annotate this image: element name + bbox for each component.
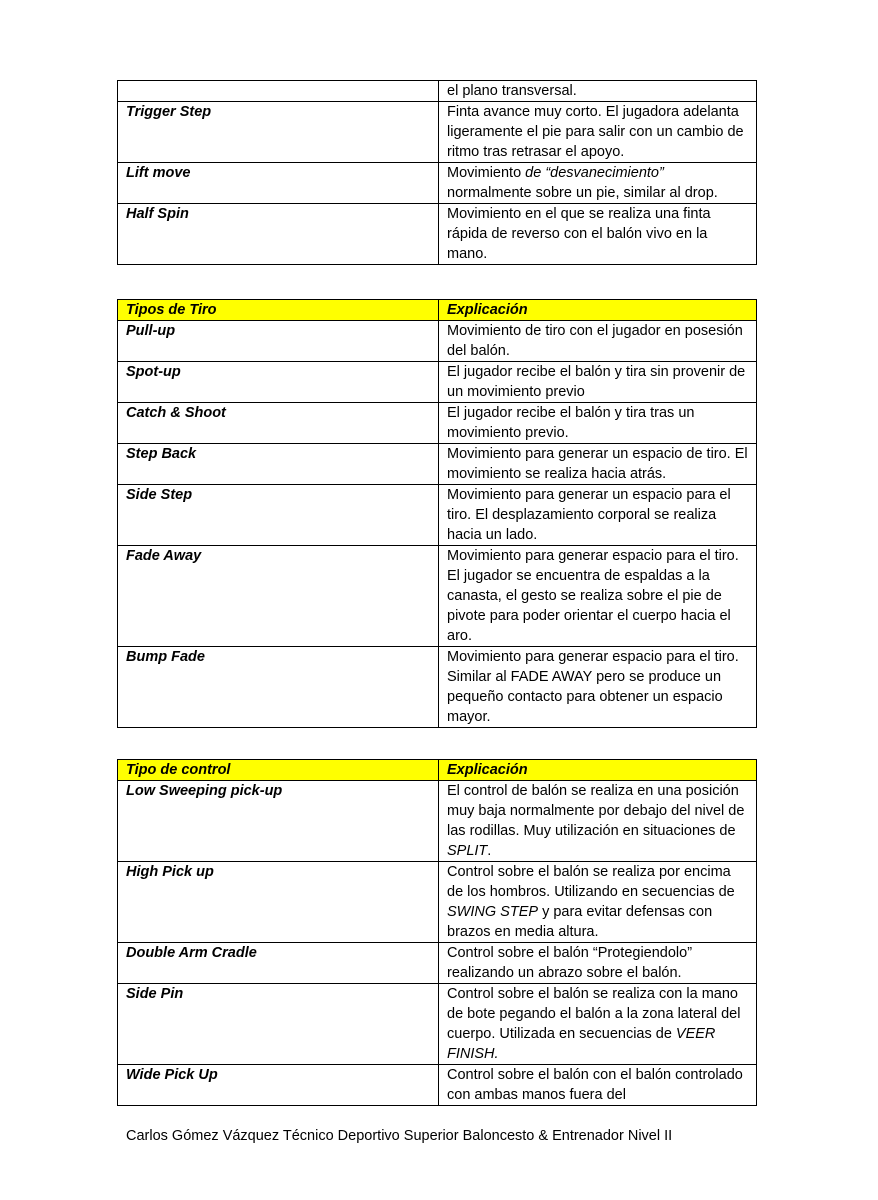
explanation-cell bbox=[439, 204, 757, 265]
term-cell: Low Sweeping pick-up bbox=[118, 781, 439, 862]
explanation-text: de “desvanecimiento” bbox=[525, 165, 664, 181]
table-row bbox=[118, 102, 757, 163]
table-row bbox=[118, 81, 757, 102]
explanation-text: Control sobre el balón con el balón controlado con ambas manos fuera del bbox=[447, 1067, 743, 1103]
header-col2: Explicación bbox=[439, 760, 757, 781]
table-row bbox=[118, 403, 757, 444]
explanation-text: Finta avance muy corto. El jugadora adelanta ligeramente el pie para salir con un cambio de ritmo tras retrasar el apoyo. bbox=[447, 104, 744, 160]
table-row bbox=[118, 781, 757, 862]
explanation-text: Movimiento bbox=[447, 165, 526, 181]
explanation-text: Movimiento para generar espacio para el tiro. Similar al FADE AWAY pero se produce un pequeño contacto para obtener un espacio mayor. bbox=[447, 649, 739, 725]
header-col2: Explicación bbox=[439, 300, 757, 321]
explanation-text: El jugador recibe el balón y tira tras un movimiento previo. bbox=[447, 405, 695, 441]
term-cell: Fade Away bbox=[118, 546, 439, 647]
explanation-text: El control de balón se realiza en una posición muy baja normalmente por debajo del nivel de las rodillas. Muy utilización en situaciones de bbox=[447, 783, 745, 839]
term-cell: Step Back bbox=[118, 444, 439, 485]
explanation-text: SWING STEP bbox=[447, 904, 539, 920]
explanation-cell bbox=[439, 81, 757, 102]
term-cell: Lift move bbox=[118, 163, 439, 204]
term-cell: Spot-up bbox=[118, 362, 439, 403]
term-cell: Trigger Step bbox=[118, 102, 439, 163]
explanation-cell bbox=[439, 647, 757, 728]
shot-types-table bbox=[117, 299, 757, 728]
explanation-cell bbox=[439, 984, 757, 1065]
explanation-text: Movimiento para generar espacio para el tiro. El jugador se encuentra de espaldas a la canasta, el gesto se realiza sobre el pie de pivote para poder orientar el cuerpo hacia el aro. bbox=[447, 548, 739, 644]
table-row bbox=[118, 485, 757, 546]
explanation-cell bbox=[439, 546, 757, 647]
term-cell: High Pick up bbox=[118, 862, 439, 943]
table-row bbox=[118, 444, 757, 485]
explanation-text: El jugador recibe el balón y tira sin provenir de un movimiento previo bbox=[447, 364, 746, 400]
term-cell bbox=[118, 81, 439, 102]
explanation-text: SPLIT bbox=[447, 843, 488, 859]
table-row bbox=[118, 546, 757, 647]
explanation-cell bbox=[439, 321, 757, 362]
table1-body bbox=[118, 81, 757, 265]
term-cell: Wide Pick Up bbox=[118, 1065, 439, 1106]
explanation-text: Movimiento de tiro con el jugador en posesión del balón. bbox=[447, 323, 743, 359]
explanation-cell bbox=[439, 1065, 757, 1106]
table-row bbox=[118, 1065, 757, 1106]
table-row bbox=[118, 943, 757, 984]
explanation-cell bbox=[439, 444, 757, 485]
table-row bbox=[118, 362, 757, 403]
table-row bbox=[118, 647, 757, 728]
table-row bbox=[118, 984, 757, 1065]
term-cell: Double Arm Cradle bbox=[118, 943, 439, 984]
explanation-text: Movimiento para generar un espacio de tiro. El movimiento se realiza hacia atrás. bbox=[447, 446, 748, 482]
explanation-text: Control sobre el balón se realiza con la mano de bote pegando el balón a la zona lateral del cuerpo. Utilizada en secuencias de bbox=[447, 986, 741, 1042]
term-cell: Bump Fade bbox=[118, 647, 439, 728]
explanation-text: y para evitar defensas con brazos en media altura. bbox=[447, 904, 713, 940]
explanation-text: Control sobre el balón se realiza por encima de los hombros. Utilizando en secuencias de bbox=[447, 864, 735, 900]
explanation-cell bbox=[439, 781, 757, 862]
explanation-cell bbox=[439, 163, 757, 204]
explanation-cell bbox=[439, 862, 757, 943]
explanation-cell bbox=[439, 403, 757, 444]
explanation-text: VEER FINISH. bbox=[447, 1026, 716, 1062]
table-row bbox=[118, 321, 757, 362]
table3-body bbox=[118, 760, 757, 1106]
term-cell: Side Step bbox=[118, 485, 439, 546]
explanation-cell bbox=[439, 485, 757, 546]
explanation-text: normalmente sobre un pie, similar al drop. bbox=[447, 185, 718, 201]
explanation-text: Movimiento para generar un espacio para el tiro. El desplazamiento corporal se realiza hacia un lado. bbox=[447, 487, 731, 543]
explanation-text: . bbox=[487, 843, 492, 859]
header-col1: Tipos de Tiro bbox=[118, 300, 439, 321]
moves-table-continued bbox=[117, 80, 757, 265]
explanation-cell bbox=[439, 362, 757, 403]
term-cell: Side Pin bbox=[118, 984, 439, 1065]
table-row bbox=[118, 204, 757, 265]
term-cell: Pull-up bbox=[118, 321, 439, 362]
explanation-cell bbox=[439, 943, 757, 984]
control-types-table bbox=[117, 759, 757, 1106]
table-row bbox=[118, 862, 757, 943]
table2-body bbox=[118, 300, 757, 728]
table-header-row bbox=[118, 300, 757, 321]
term-cell: Half Spin bbox=[118, 204, 439, 265]
table-row bbox=[118, 163, 757, 204]
header-col1: Tipo de control bbox=[118, 760, 439, 781]
explanation-text: el plano transversal. bbox=[447, 83, 577, 99]
table-header-row bbox=[118, 760, 757, 781]
explanation-text: Movimiento en el que se realiza una finta rápida de reverso con el balón vivo en la mano. bbox=[447, 206, 711, 262]
page-footer: Carlos Gómez Vázquez Técnico Deportivo Superior Baloncesto & Entrenador Nivel II bbox=[126, 1128, 673, 1144]
explanation-cell bbox=[439, 102, 757, 163]
term-cell: Catch & Shoot bbox=[118, 403, 439, 444]
explanation-text: Control sobre el balón “Protegiendolo” realizando un abrazo sobre el balón. bbox=[447, 945, 693, 981]
